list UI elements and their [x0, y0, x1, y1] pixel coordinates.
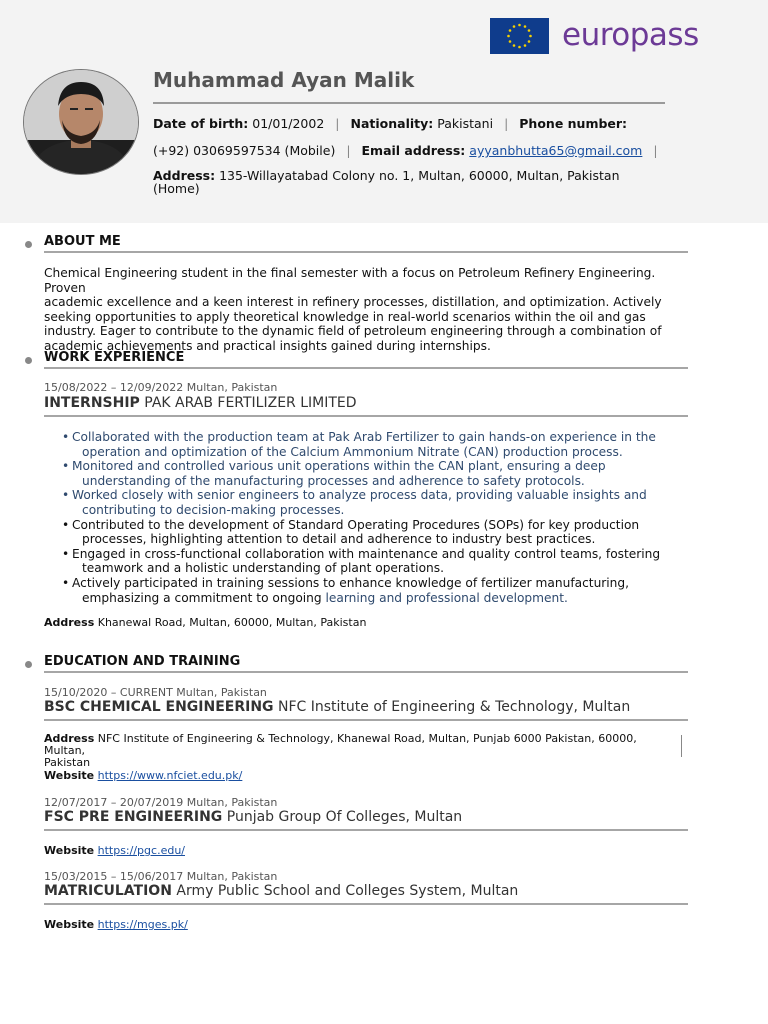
separator: | — [346, 143, 351, 158]
phone-value: (+92) 03069597534 (Mobile) — [153, 143, 336, 158]
entry-divider — [44, 903, 688, 905]
edu-date: 15/03/2015 – 15/06/2017 Multan, Pakistan — [44, 870, 278, 883]
list-item: • Contributed to the development of Standard Operating Procedures (SOPs) for key production processes, highlighting attention to detail and adherence to industry best practices. — [62, 518, 662, 547]
email-link[interactable]: ayyanbhutta65@gmail.com — [469, 143, 643, 158]
website-label: Website — [44, 844, 95, 857]
separator: | — [653, 143, 658, 158]
section-title-education: EDUCATION AND TRAINING — [44, 654, 241, 669]
section-bullet — [25, 357, 32, 364]
section-bullet — [25, 661, 32, 668]
work-bullets — [62, 430, 662, 605]
section-divider — [44, 671, 688, 673]
edu-website — [44, 918, 188, 931]
edu-degree: MATRICULATION — [44, 883, 172, 899]
website-label: Website — [44, 918, 95, 931]
nationality-label: Nationality: — [350, 116, 434, 131]
about-line: seeking opportunities to apply theoretical knowledge in real-world scenarios within the oil and gas — [44, 309, 646, 324]
address-value: 135-Willayatabad Colony no. 1, Multan, 60000, Multan, Pakistan — [219, 168, 620, 183]
edu-address — [44, 733, 674, 769]
work-address — [44, 616, 366, 629]
address-value-line2: (Home) — [153, 181, 200, 196]
edu-school: NFC Institute of Engineering & Technology, Multan — [277, 699, 631, 715]
person-name: Muhammad Ayan Malik — [153, 68, 415, 92]
work-org: PAK ARAB FERTILIZER LIMITED — [144, 395, 357, 411]
europass-logo: europass — [562, 17, 699, 53]
address-value-line2: Pakistan — [44, 756, 91, 769]
edu-title — [44, 699, 630, 715]
edu-school: Punjab Group Of Colleges, Multan — [226, 809, 463, 825]
edu-degree: FSC PRE ENGINEERING — [44, 809, 223, 825]
dob-label: Date of birth: — [153, 116, 249, 131]
edu-date: 12/07/2017 – 20/07/2019 Multan, Pakistan — [44, 796, 278, 809]
eu-flag-icon — [490, 18, 549, 54]
address-label: Address — [44, 732, 95, 745]
email-label: Email address: — [361, 143, 466, 158]
website-label: Website — [44, 769, 95, 782]
edu-title — [44, 809, 462, 825]
website-link[interactable]: https://pgc.edu/ — [97, 844, 185, 857]
list-item: • Worked closely with senior engineers to analyze process data, providing valuable insights and contributing to decision-making processes. — [62, 488, 662, 517]
contact-address — [153, 169, 620, 195]
entry-divider — [44, 719, 688, 721]
address-value: Khanewal Road, Multan, 60000, Multan, Pakistan — [97, 616, 367, 629]
section-divider — [44, 251, 688, 253]
entry-divider — [44, 415, 688, 417]
address-label: Address: — [153, 168, 216, 183]
edu-degree: BSC CHEMICAL ENGINEERING — [44, 699, 274, 715]
about-line: Chemical Engineering student in the final semester with a focus on Petroleum Refinery Engineering. Proven — [44, 266, 656, 295]
about-paragraph — [44, 266, 692, 354]
entry-divider — [44, 829, 688, 831]
about-line: academic achievements and practical insights gained during internships. — [44, 338, 491, 353]
work-title: INTERNSHIP — [44, 395, 140, 411]
edu-date: 15/10/2020 – CURRENT Multan, Pakistan — [44, 686, 267, 699]
address-value: NFC Institute of Engineering & Technology, Khanewal Road, Multan, Punjab 6000 Pakistan, 60000, Multan, — [44, 732, 637, 757]
section-title-work: WORK EXPERIENCE — [44, 350, 185, 365]
edu-website — [44, 844, 185, 857]
avatar — [23, 69, 139, 175]
list-item: • Collaborated with the production team at Pak Arab Fertilizer to gain hands-on experience in the operation and optimization of the Calcium Ammonium Nitrate (CAN) production process. — [62, 430, 662, 459]
separator: | — [504, 116, 509, 131]
separator — [681, 735, 682, 757]
work-date: 15/08/2022 – 12/09/2022 Multan, Pakistan — [44, 381, 278, 394]
edu-website — [44, 769, 242, 782]
list-item: • Monitored and controlled various unit operations within the CAN plant, ensuring a deep understanding of the manufacturing processes and adherence to safety protocols. — [62, 459, 662, 488]
website-link[interactable]: https://mges.pk/ — [97, 918, 188, 931]
edu-school: Army Public School and Colleges System, Multan — [176, 883, 519, 899]
section-bullet — [25, 241, 32, 248]
phone-label: Phone number: — [519, 116, 628, 131]
edu-title — [44, 883, 518, 899]
separator: | — [335, 116, 340, 131]
section-divider — [44, 367, 688, 369]
website-link[interactable]: https://www.nfciet.edu.pk/ — [97, 769, 243, 782]
address-label: Address — [44, 616, 95, 629]
section-title-about: ABOUT ME — [44, 234, 121, 249]
nationality-value: Pakistani — [437, 116, 494, 131]
dob-value: 01/01/2002 — [252, 116, 325, 131]
list-item: • Engaged in cross-functional collaboration with maintenance and quality control teams, fostering teamwork and a holistic understanding of plant operations. — [62, 547, 662, 576]
about-line: academic excellence and a keen interest in refinery processes, distillation, and optimization. Actively — [44, 295, 662, 310]
list-item: • Actively participated in training sessions to enhance knowledge of fertilizer manufacturing, emphasizing a commitment to ongoing learning and professional development. — [62, 576, 662, 605]
contact-line-2 — [153, 143, 665, 158]
contact-line-1 — [153, 116, 627, 131]
name-divider — [153, 102, 665, 104]
about-line: industry. Eager to contribute to the dynamic field of petroleum engineering through a combination of — [44, 324, 662, 339]
work-role — [44, 395, 357, 411]
